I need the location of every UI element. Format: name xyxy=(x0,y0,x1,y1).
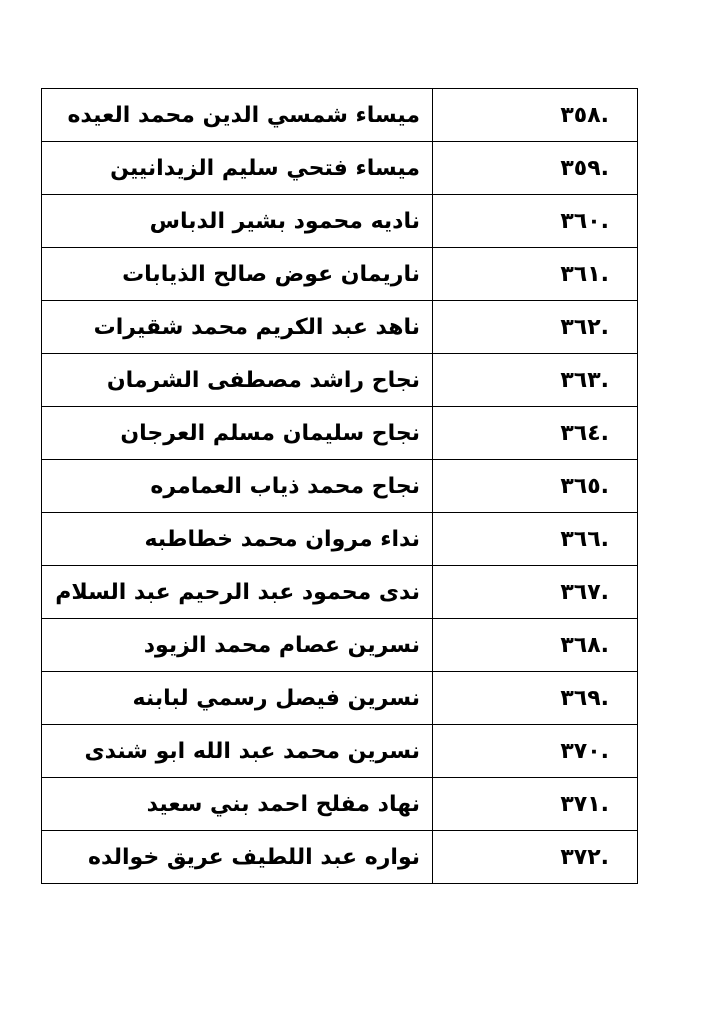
row-number: .٣٦٠ xyxy=(433,195,638,248)
row-number: .٣٦٩ xyxy=(433,672,638,725)
person-name: ندى محمود عبد الرحيم عبد السلام xyxy=(42,566,433,619)
row-number: .٣٧١ xyxy=(433,778,638,831)
row-number: .٣٦٢ xyxy=(433,301,638,354)
person-name: نداء مروان محمد خطاطبه xyxy=(42,513,433,566)
row-number: .٣٦٤ xyxy=(433,407,638,460)
row-number: .٣٦٥ xyxy=(433,460,638,513)
names-table xyxy=(41,88,638,884)
row-number: .٣٦٣ xyxy=(433,354,638,407)
person-name: نسرين عصام محمد الزيود xyxy=(42,619,433,672)
person-name: ناديه محمود بشير الدباس xyxy=(42,195,433,248)
table-row xyxy=(42,725,638,778)
row-number: .٣٦٨ xyxy=(433,619,638,672)
row-number: .٣٥٨ xyxy=(433,89,638,142)
person-name: ناهد عبد الكريم محمد شقيرات xyxy=(42,301,433,354)
person-name: نسرين محمد عبد الله ابو شندى xyxy=(42,725,433,778)
person-name: نسرين فيصل رسمي لبابنه xyxy=(42,672,433,725)
table-row xyxy=(42,142,638,195)
table-row xyxy=(42,301,638,354)
table-row xyxy=(42,619,638,672)
table-row xyxy=(42,513,638,566)
person-name: نواره عبد اللطيف عريق خوالده xyxy=(42,831,433,884)
table-row xyxy=(42,831,638,884)
row-number: .٣٦١ xyxy=(433,248,638,301)
table-row xyxy=(42,89,638,142)
person-name: ميساء فتحي سليم الزيدانيين xyxy=(42,142,433,195)
table-row xyxy=(42,566,638,619)
table-row xyxy=(42,248,638,301)
table-row xyxy=(42,460,638,513)
table-row xyxy=(42,778,638,831)
table-row xyxy=(42,407,638,460)
person-name: نجاح سليمان مسلم العرجان xyxy=(42,407,433,460)
person-name: ناريمان عوض صالح الذيابات xyxy=(42,248,433,301)
row-number: .٣٥٩ xyxy=(433,142,638,195)
person-name: نجاح محمد ذياب العمامره xyxy=(42,460,433,513)
table-row xyxy=(42,354,638,407)
row-number: .٣٧٠ xyxy=(433,725,638,778)
person-name: ميساء شمسي الدين محمد العيده xyxy=(42,89,433,142)
table-row xyxy=(42,672,638,725)
names-table-body xyxy=(42,89,638,884)
person-name: نهاد مفلح احمد بني سعيد xyxy=(42,778,433,831)
table-row xyxy=(42,195,638,248)
row-number: .٣٦٦ xyxy=(433,513,638,566)
person-name: نجاح راشد مصطفى الشرمان xyxy=(42,354,433,407)
row-number: .٣٧٢ xyxy=(433,831,638,884)
row-number: .٣٦٧ xyxy=(433,566,638,619)
